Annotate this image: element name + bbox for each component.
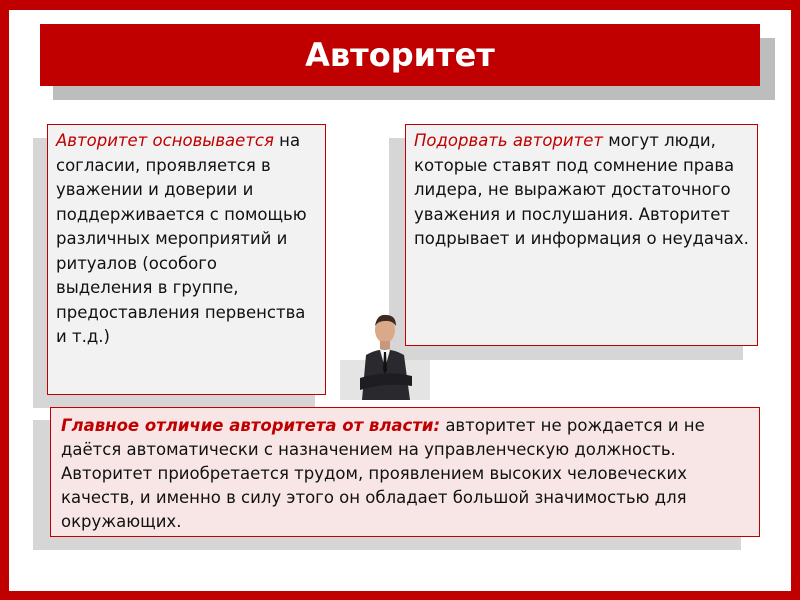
businessman-photo — [340, 300, 430, 400]
left-text-box — [47, 124, 326, 395]
right-text-box — [405, 124, 758, 346]
right-box-highlight: Подорвать авторитет — [414, 131, 604, 150]
right-box-text: могут люди, которые ставят под сомнение права лидера, не выражают достаточного уважения и послушания. Авторитет подрывает и информация о неудачах. — [414, 131, 749, 248]
slide-title-text: Авторитет — [305, 36, 495, 74]
bottom-box-text: авторитет не рождается и не даётся автоматически с назначением на управленческую должность. Авторитет приобретается трудом, проявлением высоких человеческих качеств, и именно в силу этого он обладает большой значимостью для окружающих. — [61, 416, 705, 531]
bottom-box-highlight: Главное отличие авторитета от власти: — [61, 416, 441, 435]
slide-title — [40, 24, 760, 86]
left-box-text: на согласии, проявляется в уважении и доверии и поддерживается с помощью различных мероприятий и ритуалов (особого выделения в группе, предоставления первенства и т.д.) — [56, 131, 307, 346]
left-box-highlight: Авторитет основывается — [56, 131, 274, 150]
bottom-text-box — [50, 407, 760, 537]
